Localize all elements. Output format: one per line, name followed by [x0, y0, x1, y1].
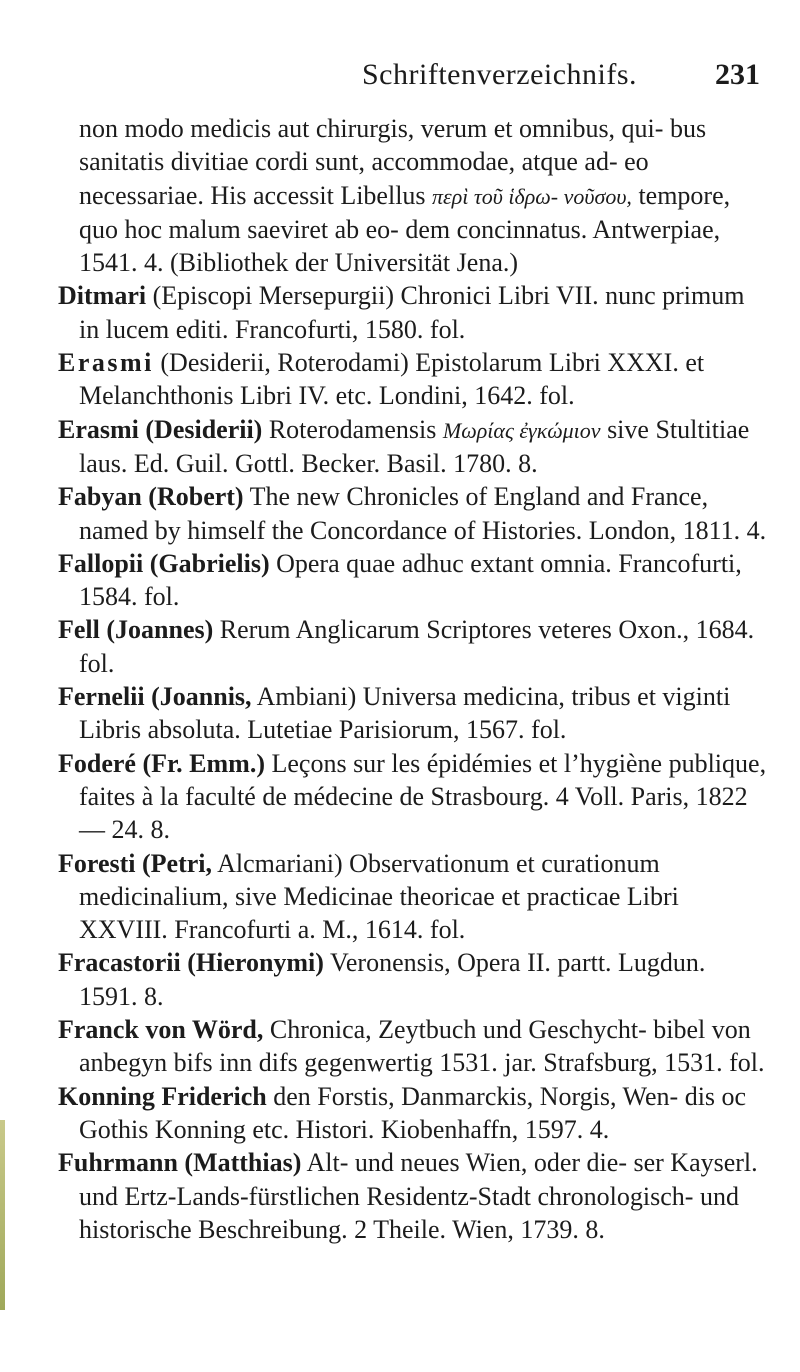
- bibliography-entry: [58, 680, 770, 747]
- entry-text: (Episcopi Mersepurgii) Chronici Libri VII. nunc primum in lucem editi. Francofurti, 1580. fol.: [79, 281, 745, 344]
- entry-text: Opera quae adhuc extant omnia. Francofurti, 1584. fol.: [79, 548, 742, 612]
- entry-text: tempore, quo hoc malum saeviret ab eo- dem concinnatus. Antwerpiae, 1541. 4. (Bibliothek der Universität Jena.): [79, 180, 731, 278]
- entry-text: non modo medicis aut chirurgis, verum et omnibus, qui- bus sanitatis divitiae cordi sunt, accommodae, atque ad- eo necessariae. His accessit Libellus: [79, 114, 707, 210]
- running-head: Schriftenverzeichnifs.: [362, 58, 638, 91]
- page-header: [362, 58, 762, 98]
- entry-author: Fabyan (Robert): [58, 482, 244, 512]
- bibliography-entry: [58, 613, 770, 680]
- entry-text: Ambiani) Universa medicina, tribus et viginti Libris absoluta. Lutetiae Parisiorum, 1567. fol.: [79, 682, 731, 745]
- bibliography-entry: [58, 346, 770, 413]
- entry-text: sive Stultitiae laus. Ed. Guil. Gottl. Becker. Basil. 1780. 8.: [79, 414, 750, 478]
- entry-author: Franck von Wörd,: [58, 1015, 264, 1045]
- bibliography-entry: [58, 747, 770, 847]
- entry-author: Fallopii (Gabrielis): [58, 548, 270, 578]
- bibliography-entry: [58, 480, 770, 547]
- bibliography-list: [58, 112, 770, 1246]
- greek-title: περὶ τοῦ ἱδρω- νοῦσου,: [432, 183, 632, 209]
- greek-title: Μωρίας ἐγκώμιον: [442, 417, 601, 443]
- entry-author: Erasmi (Desiderii): [58, 414, 263, 444]
- entry-text: den Forstis, Danmarckis, Norgis, Wen- dis oc Gothis Konning etc. Histori. Kiobenhaffn, 1597. 4.: [79, 1081, 747, 1144]
- bibliography-entry: [58, 847, 770, 947]
- entry-text: Roterodamensis: [268, 414, 437, 444]
- bibliography-entry: [58, 547, 770, 614]
- bibliography-entry: [58, 1013, 770, 1080]
- entry-author: Fernelii (Joannis,: [58, 682, 252, 712]
- bibliography-entry: [58, 1080, 770, 1147]
- bibliography-entry: [58, 1146, 770, 1246]
- entry-author: Foderé (Fr. Emm.): [58, 748, 265, 778]
- bibliography-entry: [58, 279, 770, 346]
- entry-text: Alcmariani) Observationum et curationum medicinalium, sive Medicinae theoricae et practicae Libri XXVIII. Francofurti a. M., 1614. fol.: [79, 848, 679, 945]
- entry-author: Fracastorii (Hieronymi): [58, 948, 324, 978]
- entry-text: Alt- und neues Wien, oder die- ser Kayserl. und Ertz-Lands-fürstlichen Residentz-Stadt chronologisch- und historische Beschreibung. 2 Theile. Wien, 1739. 8.: [79, 1148, 758, 1244]
- entry-text: The new Chronicles of England and France, named by himself the Concordance of Histories. London, 1811. 4.: [79, 482, 767, 545]
- entry-text: Rerum Anglicarum Scriptores veteres Oxon., 1684. fol.: [79, 615, 755, 678]
- page-edge-mark: [0, 1120, 5, 1310]
- entry-text: (Desiderii, Roterodami) Epistolarum Libri XXXI. et Melanchthonis Libri IV. etc. Londini, 1642. fol.: [79, 348, 705, 411]
- bibliography-entry: [58, 112, 770, 279]
- bibliography-entry: [58, 413, 770, 481]
- entry-author: Fuhrmann (Matthias): [58, 1148, 302, 1178]
- entry-author: Erasmi: [58, 348, 154, 378]
- entry-author: Fell (Joannes): [58, 615, 214, 645]
- entry-text: Veronensis, Opera II. partt. Lugdun. 1591. 8.: [79, 948, 706, 1011]
- page-number: 231: [715, 58, 760, 91]
- entry-author: Ditmari: [58, 281, 147, 311]
- entry-text: Leçons sur les épidémies et l’hygiène publique, faites à la faculté de médecine de Strasbourg. 4 Voll. Paris, 1822 — 24. 8.: [79, 748, 767, 845]
- entry-text: Chronica, Zeytbuch und Geschycht- bibel von anbegyn bifs inn difs gegenwertig 1531. jar. Strafsburg, 1531. fol.: [79, 1015, 765, 1078]
- entry-author: Konning Friderich: [58, 1081, 267, 1111]
- entry-author: Foresti (Petri,: [58, 848, 212, 878]
- bibliography-entry: [58, 946, 770, 1013]
